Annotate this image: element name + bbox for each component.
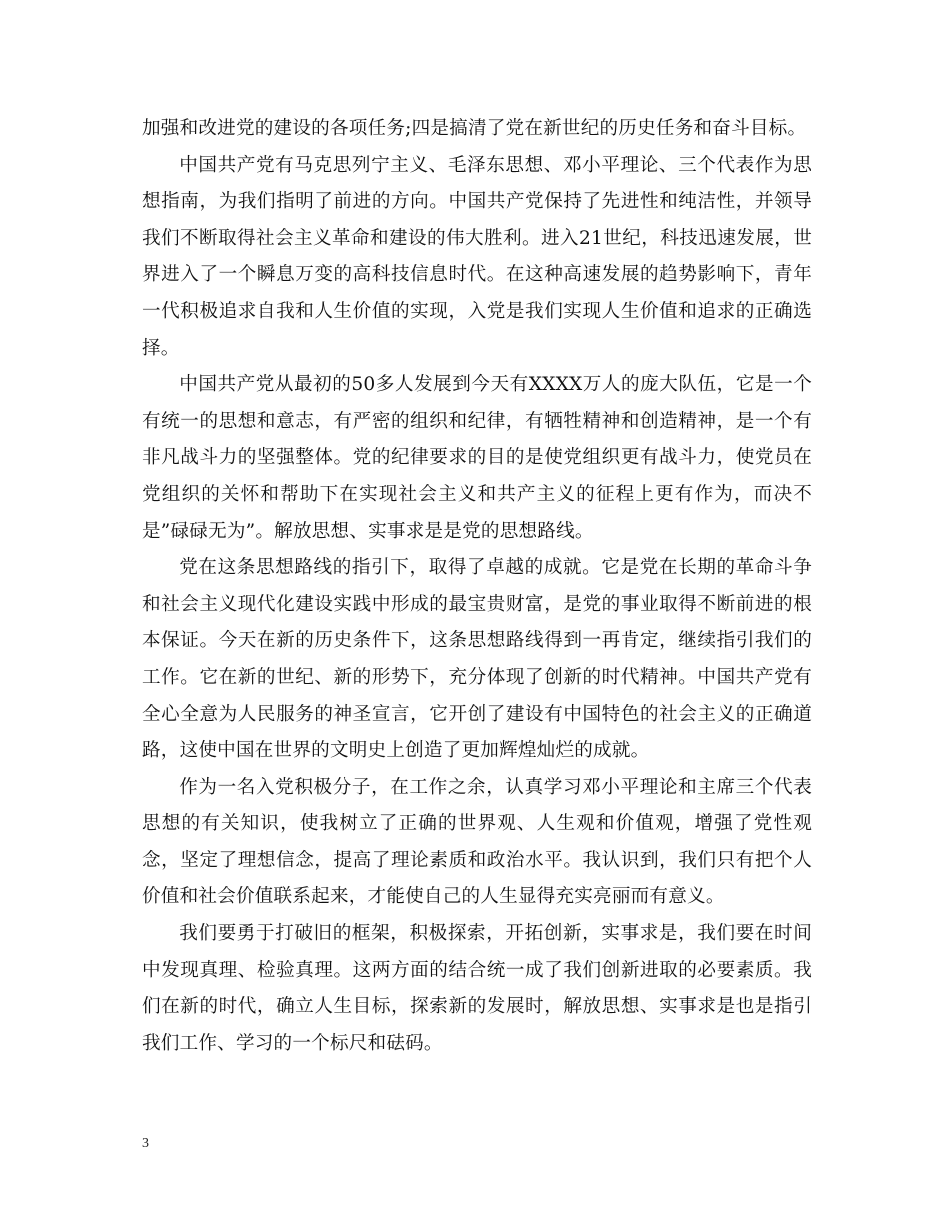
paragraph-activist-study: 作为一名入党积极分子，在工作之余，认真学习邓小平理论和主席三个代表思想的有关知识，使我树立了正确的世界观、人生观和价值观，增强了党性观念，坚定了理想信念，提高了理论素质和政治水平。我认识到，我们只有把个人价值和社会价值联系起来，才能使自己的人生显得充实亮丽而有意义。 (142, 776, 812, 908)
page-number: 3 (142, 1136, 149, 1151)
paragraph-party-guidance: 中国共产党有马克思列宁主义、毛泽东思想、邓小平理论、三个代表作为思想指南，为我们指明了前进的方向。中国共产党保持了先进性和纯洁性，并领导我们不断取得社会主义革命和建设的伟大胜利。进入21世纪，科技迅速发展，世界进入了一个瞬息万变的高科技信息时代。在这种高速发展的趋势影响下，青年一代积极追求自我和人生价值的实现，入党是我们实现人生价值和追求的正确选择。 (142, 154, 812, 359)
document-body (142, 111, 812, 1062)
paragraph-ideological-line: 党在这条思想路线的指引下，取得了卓越的成就。它是党在长期的革命斗争和社会主义现代化建设实践中形成的最宝贵财富，是党的事业取得不断前进的根本保证。今天在新的历史条件下，这条思想路线得到一再肯定，继续指引我们的工作。它在新的世纪、新的形势下，充分体现了创新的时代精神。中国共产党有全心全意为人民服务的神圣宣言，它开创了建设有中国特色的社会主义的正确道路，这使中国在世界的文明史上创造了更加辉煌灿烂的成就。 (142, 557, 812, 762)
paragraph-innovation: 我们要勇于打破旧的框架，积极探索，开拓创新，实事求是，我们要在时间中发现真理、检验真理。这两方面的结合统一成了我们创新进取的必要素质。我们在新的时代，确立人生目标，探索新的发展时，解放思想、实事求是也是指引我们工作、学习的一个标尺和砝码。 (142, 923, 812, 1054)
paragraph-party-growth: 中国共产党从最初的50多人发展到今天有XXXX万人的庞大队伍，它是一个有统一的思想和意志，有严密的组织和纪律，有牺牲精神和创造精神，是一个有非凡战斗力的坚强整体。党的纪律要求的目的是使党组织更有战斗力，使党员在党组织的关怀和帮助下在实现社会主义和共产主义的征程上更有作为，而决不是”碌碌无为”。解放思想、实事求是是党的思想路线。 (142, 374, 812, 542)
paragraph-continued: 加强和改进党的建设的各项任务;四是搞清了党在新世纪的历史任务和奋斗目标。 (142, 118, 807, 139)
